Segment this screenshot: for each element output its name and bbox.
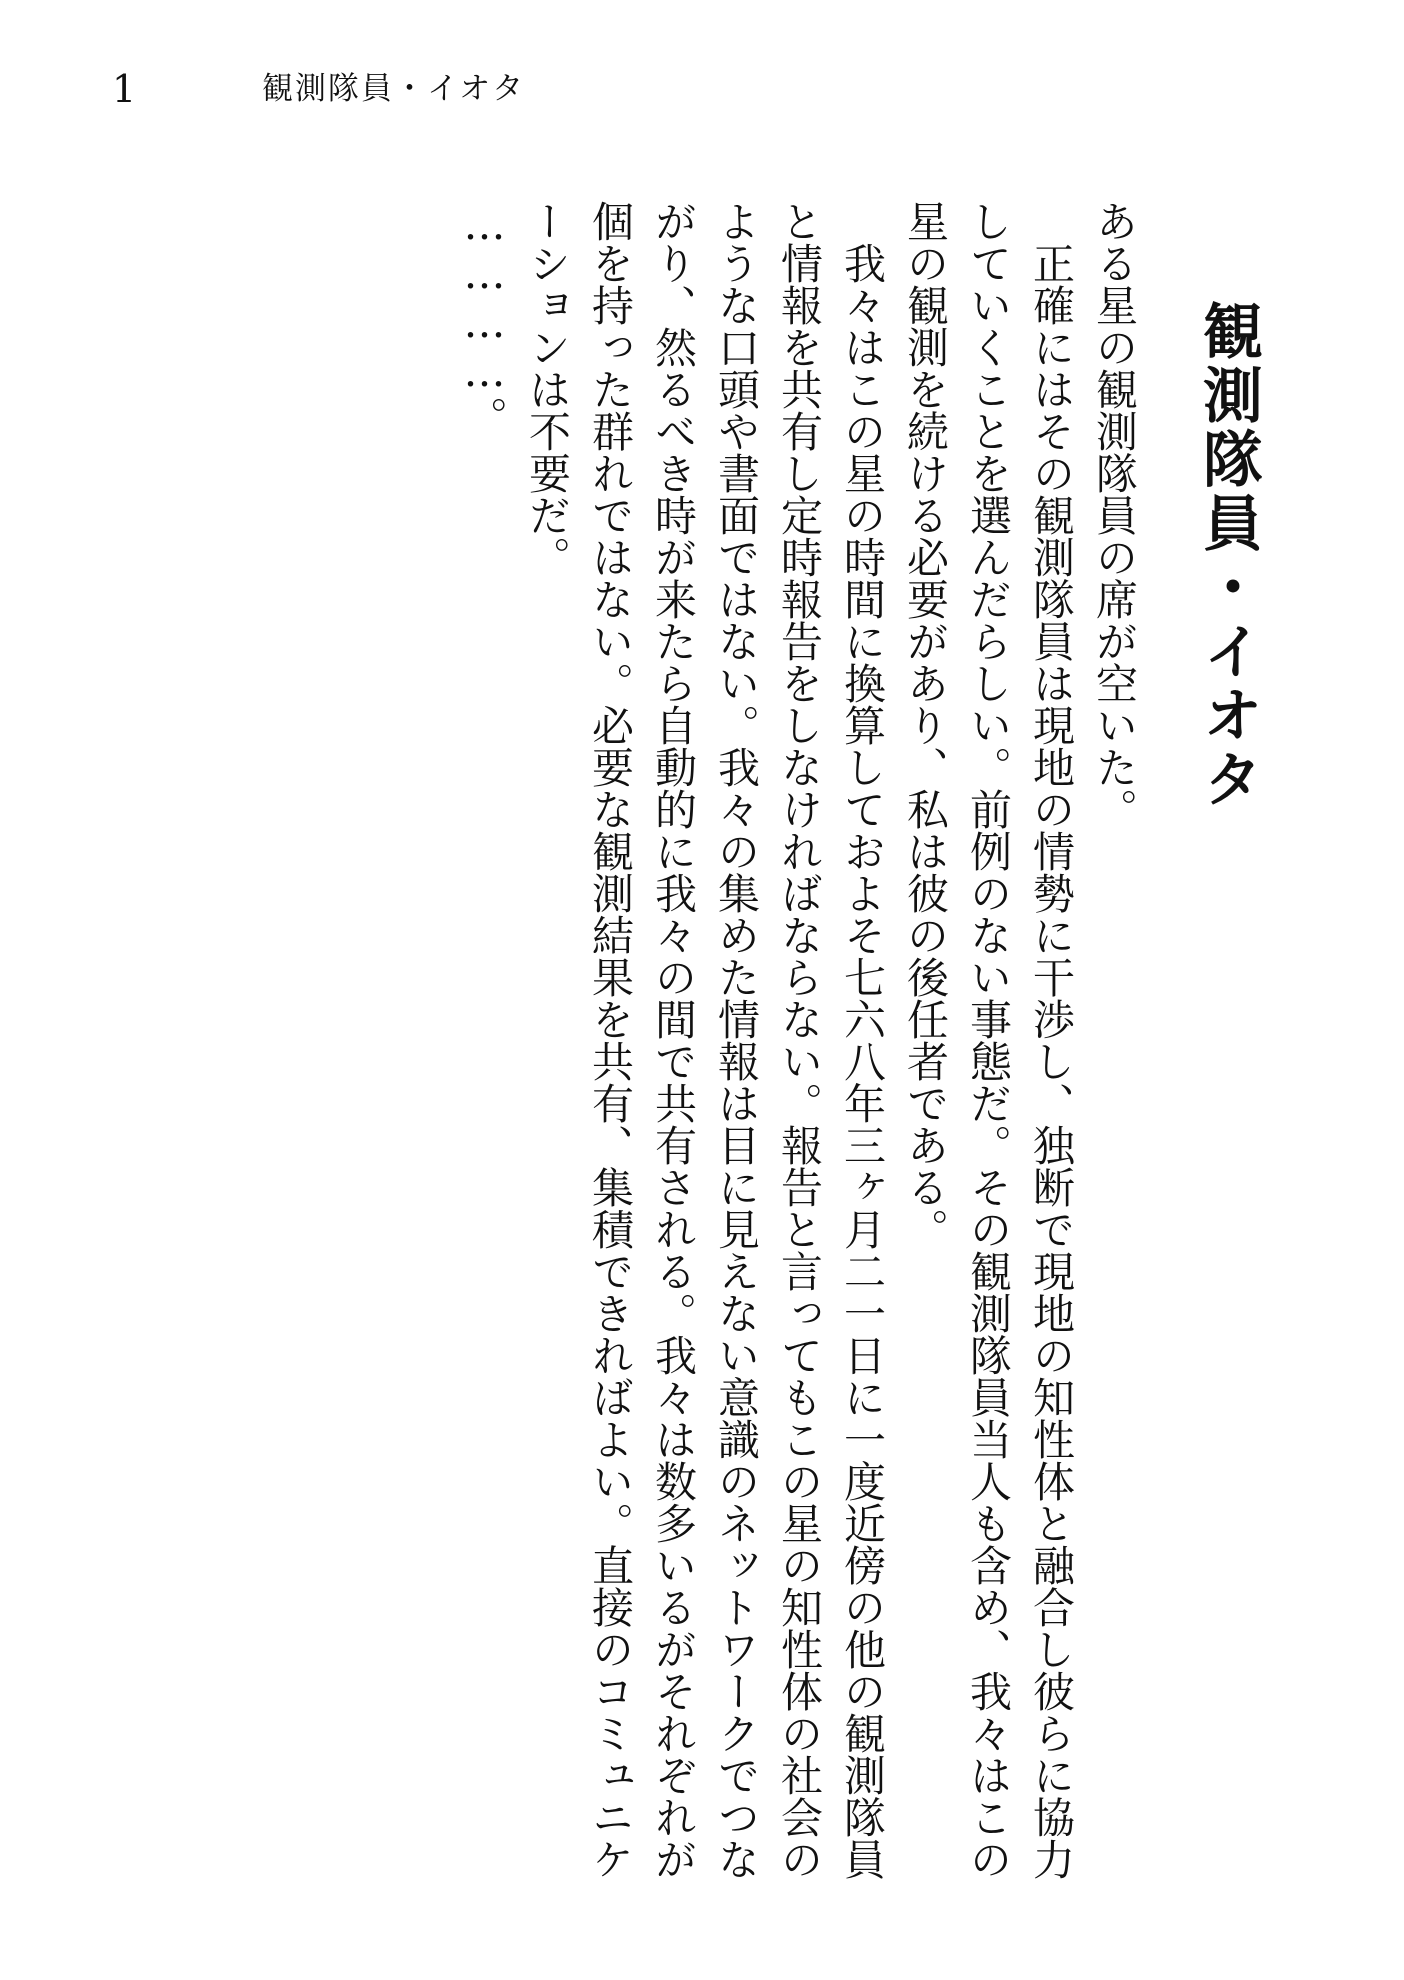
paragraph-2: 正確にはその観測隊員は現地の情勢に干渉し、独断で現地の知性体と融合し彼らに協力していくことを選んだらしい。前例のない事態だ。その観測隊員当人も含め、我々はこの星の観測を続ける必要があり、私は彼の後任者である。 [901, 200, 1076, 1880]
paragraph-3: 我々はこの星の時間に換算しておよそ七六八年三ヶ月二一日に一度近傍の他の観測隊員と情報を共有し定時報告をしなければならない。報告と言ってもこの星の知性体の社会のような口頭や書面ではない。我々の集めた情報は目に見えない意識のネットワークでつながり、然るべき時が来たら自動的に我々の間で共有される。我々は数多いるがそれぞれが個を持った群れではない。必要な観測結果を共有、集積できればよい。直接のコミュニケーションは不要だ。 [523, 200, 887, 1880]
vertical-body-text [453, 200, 1264, 1910]
running-header: 観測隊員・イオタ [262, 71, 526, 107]
page-number: 1 [112, 67, 137, 111]
chapter-title: 観測隊員・イオタ [1193, 300, 1263, 812]
ellipsis-line: …………。 [460, 200, 509, 438]
paragraph-1: ある星の観測隊員の席が空いた。 [1090, 200, 1139, 830]
